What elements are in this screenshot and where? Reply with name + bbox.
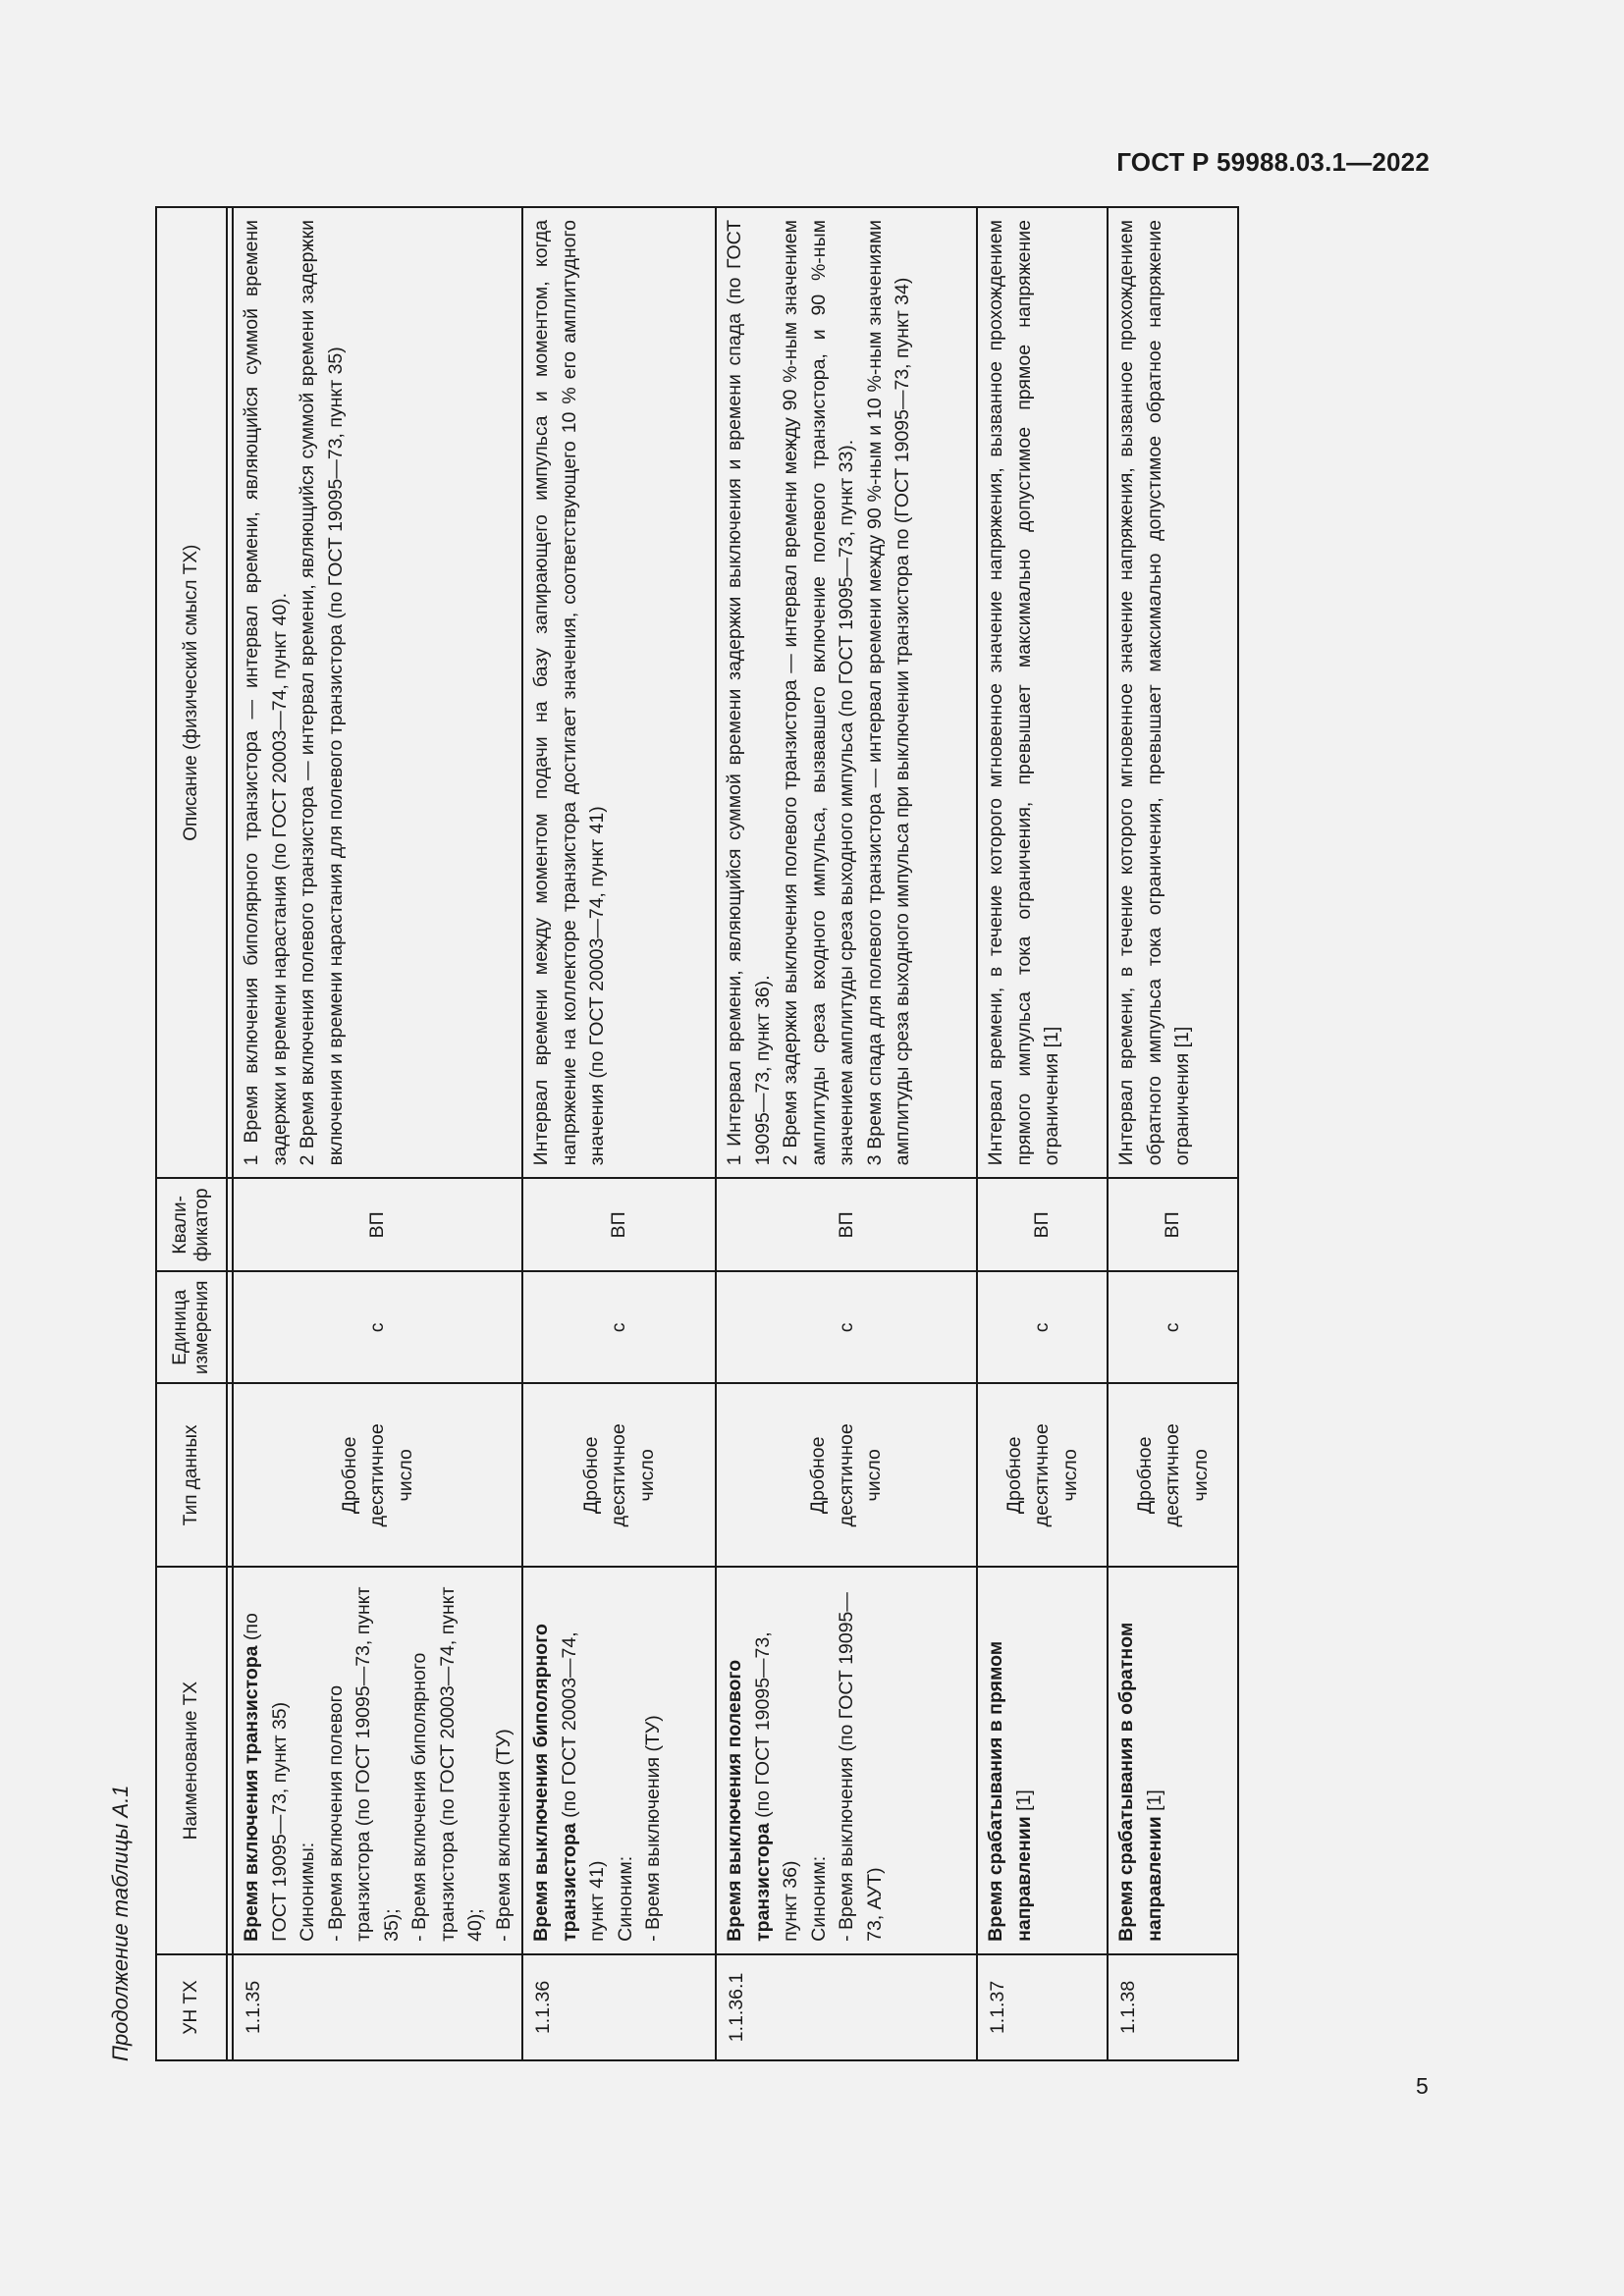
cell-unit: с xyxy=(1108,1271,1238,1383)
table-body xyxy=(233,207,1238,2060)
cell-name xyxy=(522,1567,716,1954)
rotated-content xyxy=(108,206,1337,2061)
name-title-block xyxy=(982,1579,1038,1942)
header-qual-line-1: Квали- xyxy=(170,1196,190,1255)
name-bold: Время включения транзистора xyxy=(241,1645,262,1942)
cell-unit: с xyxy=(716,1271,977,1383)
cell-description xyxy=(522,207,716,1178)
description-paragraph: 2 Время задержки выключения полевого транзистора — интервал времени между 90 %-ным значением амплитуды среза входного импульса, вызвавшего включение полевого транзистора, и 90 %-ным значением амплитуды среза выходного импульса (по ГОСТ 19095—73, пункт 33). xyxy=(780,220,857,1166)
name-title-block xyxy=(1112,1579,1168,1942)
cell-code: 1.1.38 xyxy=(1108,1954,1238,2060)
cell-unit: с xyxy=(522,1271,716,1383)
header-name: Наименование ТХ xyxy=(156,1567,227,1954)
cell-code: 1.1.36.1 xyxy=(716,1954,977,2060)
name-synonym-line: Синонимы: xyxy=(297,1842,318,1942)
table-row xyxy=(1108,207,1238,2060)
header-unit xyxy=(156,1271,227,1383)
description-paragraph: Интервал времени, в течение которого мгновенное значение напряжения, вызванное прохождением обратного импульса тока ограничения, превышает максимально допустимое обратное напряжение ограничения [1] xyxy=(1115,220,1193,1166)
cell-name xyxy=(233,1567,522,1954)
header-code: УН ТХ xyxy=(156,1954,227,2060)
name-bold: Время выключения полевого транзистора xyxy=(724,1659,774,1942)
name-reference: (по ГОСТ 19095—73, пункт 36) xyxy=(751,1631,801,1942)
name-synonym-line: - Время включения полевого транзистора (по ГОСТ 19095—73, пункт 35); xyxy=(324,1586,403,1942)
header-type: Тип данных xyxy=(156,1383,227,1567)
cell-type: Дробное десятичное число xyxy=(522,1383,716,1567)
name-synonym-line: - Время выключения (по ГОСТ 19095—73, АУТ) xyxy=(836,1592,886,1942)
cell-description xyxy=(1108,207,1238,1178)
description-paragraph: Интервал времени между моментом подачи на базу запирающего импульса и моментом, когда напряжение на коллекторе транзистора достигает значения, соответствующего 10 % его амплитудного значения (по ГОСТ 20003—74, пункт 41) xyxy=(530,220,608,1166)
table-row xyxy=(977,207,1108,2060)
header-qual-line-2: фикатор xyxy=(191,1188,212,1262)
name-reference: (по ГОСТ 20003—74, пункт 41) xyxy=(558,1631,608,1942)
cell-unit: с xyxy=(233,1271,522,1383)
cell-description xyxy=(233,207,522,1178)
name-synonym-line: - Время включения биполярного транзистора (по ГОСТ 20003—74, пункт 40); xyxy=(408,1586,486,1942)
name-bold: Время срабатывания в обратном направлении xyxy=(1115,1622,1165,1942)
description-paragraph: 2 Время включения полевого транзистора — интервал времени, являющийся суммой времени задержки включения и времени нарастания для полевого транзистора (по ГОСТ 19095—73, пункт 35) xyxy=(297,220,347,1166)
description-paragraph: 1 Интервал времени, являющийся суммой времени задержки выключения и времени спада (по ГОСТ 19095—73, пункт 36). xyxy=(724,220,774,1166)
description-paragraph: 3 Время спада для полевого транзистора — интервал времени между 90 %-ным и 10 %-ным значениями амплитуды среза выходного импульса при выключении транзистора по (ГОСТ 19095—73, пункт 34) xyxy=(863,220,913,1166)
cell-description xyxy=(716,207,977,1178)
header-unit-line-2: измерения xyxy=(191,1280,212,1375)
cell-code: 1.1.36 xyxy=(522,1954,716,2060)
table-row xyxy=(233,207,522,2060)
cell-type: Дробное десятичное число xyxy=(716,1383,977,1567)
cell-qualifier: ВП xyxy=(716,1178,977,1271)
characteristics-table xyxy=(155,206,1239,2061)
name-title-block xyxy=(238,1579,294,1942)
description-paragraph: 1 Время включения биполярного транзистора — интервал времени, являющийся суммой времени задержки и времени нарастания (по ГОСТ 20003—74, пункт 40). xyxy=(241,220,291,1166)
cell-type: Дробное десятичное число xyxy=(1108,1383,1238,1567)
header-unit-line-1: Единица xyxy=(170,1289,190,1365)
table-header-row xyxy=(156,207,227,2060)
cell-code: 1.1.37 xyxy=(977,1954,1108,2060)
cell-name xyxy=(716,1567,977,1954)
name-synonym-line: Синоним: xyxy=(614,1855,636,1942)
table-wrapper xyxy=(155,206,1239,2061)
cell-qualifier: ВП xyxy=(233,1178,522,1271)
header-description: Описание (физический смысл ТХ) xyxy=(156,207,227,1178)
cell-description xyxy=(977,207,1108,1178)
cell-code: 1.1.35 xyxy=(233,1954,522,2060)
name-reference: (по ГОСТ 19095—73, пункт 35) xyxy=(241,1613,291,1942)
cell-type: Дробное десятичное число xyxy=(233,1383,522,1567)
name-synonym-line: Синоним: xyxy=(807,1855,830,1942)
name-synonym-line: - Время выключения (ТУ) xyxy=(642,1715,664,1942)
document-code: ГОСТ Р 59988.03.1—2022 xyxy=(1116,147,1430,177)
name-title-block xyxy=(721,1579,805,1942)
table-row xyxy=(716,207,977,2060)
table-row xyxy=(522,207,716,2060)
cell-name xyxy=(977,1567,1108,1954)
cell-qualifier: ВП xyxy=(1108,1178,1238,1271)
cell-unit: с xyxy=(977,1271,1108,1383)
cell-qualifier: ВП xyxy=(522,1178,716,1271)
cell-qualifier: ВП xyxy=(977,1178,1108,1271)
name-bold: Время срабатывания в прямом направлении xyxy=(985,1640,1035,1942)
header-qualifier xyxy=(156,1178,227,1271)
name-bold: Время выключения биполярного транзистора xyxy=(530,1624,580,1942)
page-number: 5 xyxy=(1416,2073,1429,2099)
table-caption: Продолжение таблицы А.1 xyxy=(108,1785,133,2061)
name-reference: [1] xyxy=(1012,1789,1035,1817)
name-reference: [1] xyxy=(1143,1789,1165,1817)
name-synonym-line: - Время включения (ТУ) xyxy=(492,1729,514,1942)
description-paragraph: Интервал времени, в течение которого мгновенное значение напряжения, вызванное прохождением прямого импульса тока ограничения, превышает максимально допустимое прямое напряжение ограничения [1] xyxy=(985,220,1062,1166)
cell-name xyxy=(1108,1567,1238,1954)
name-title-block xyxy=(527,1579,612,1942)
cell-type: Дробное десятичное число xyxy=(977,1383,1108,1567)
